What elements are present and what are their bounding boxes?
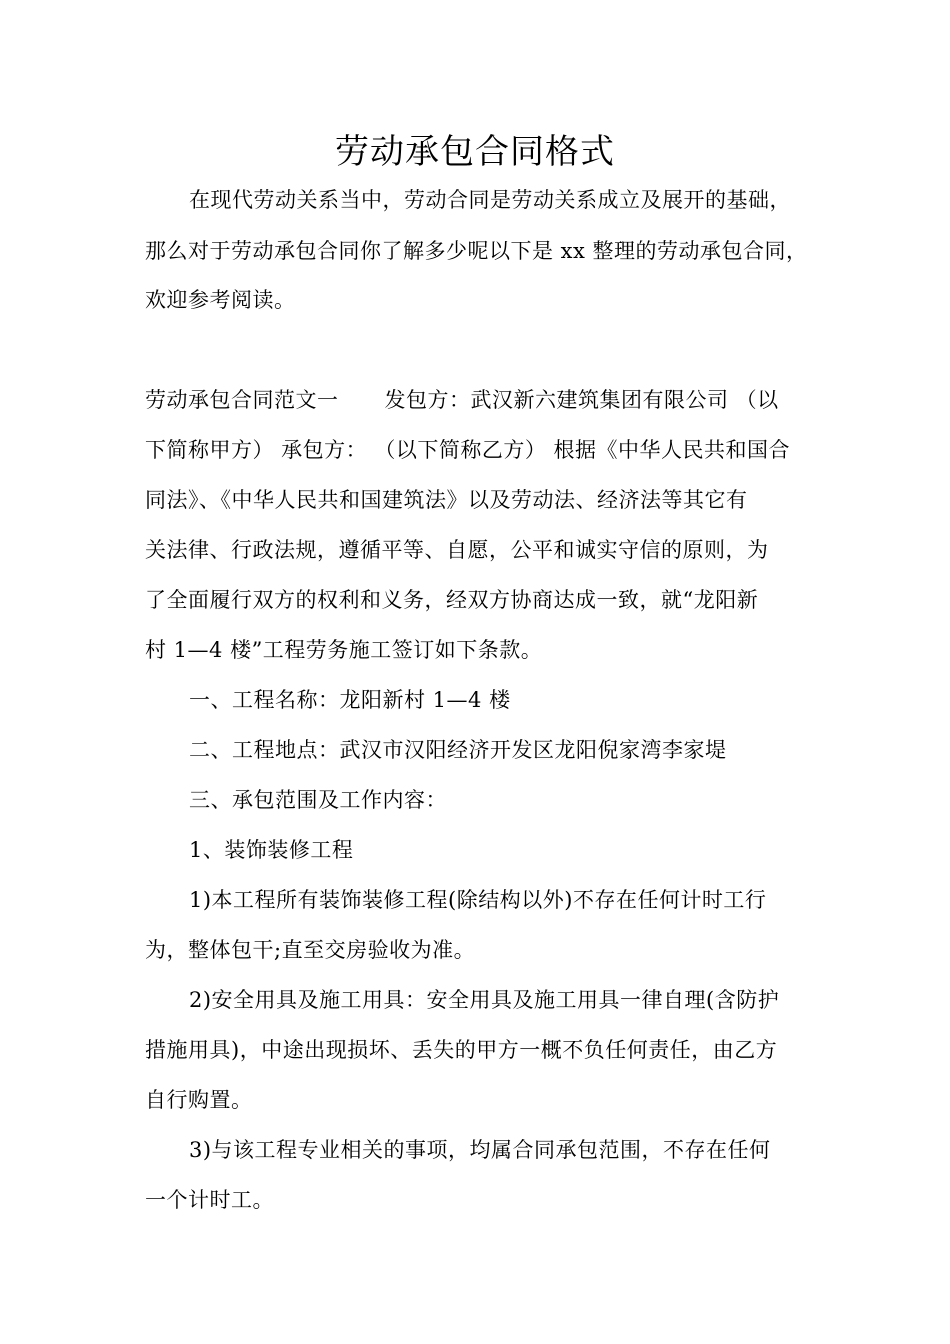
contract-line-3: 同法》、《中华人民共和国建筑法》以及劳动法、经济法等其它有 [145,488,748,512]
document-title: 劳动承包合同格式 [335,132,615,172]
contract-line-4: 关法律、行政法规，遵循平等、自愿，公平和诚实守信的原则，为 [145,538,769,562]
clause3-line-1: 3)与该工程专业相关的事项，均属合同承包范围，不存在任何 [189,1138,771,1162]
clause2-line-3: 自行购置。 [145,1088,253,1112]
clause1-line-2: 为，整体包干;直至交房验收为准。 [145,938,476,962]
contract-first-line [145,385,779,415]
intro-line-3: 欢迎参考阅读。 [145,288,296,312]
contract-heading: 劳动承包合同范文一 [145,388,339,412]
clause2-line-2: 措施用具)，中途出现损坏、丢失的甲方一概不负任何责任，由乙方 [145,1038,778,1062]
item-project-location: 二、工程地点：武汉市汉阳经济开发区龙阳倪家湾李家堤 [189,738,727,762]
intro-line-2: 那么对于劳动承包合同你了解多少呢以下是 xx 整理的劳动承包合同， [145,239,808,263]
item-project-name: 一、工程名称：龙阳新村 1—4 楼 [189,688,511,712]
contract-line-1: 发包方：武汉新六建筑集团有限公司 （以 [384,388,779,412]
item-scope-sub1: 1、装饰装修工程 [189,838,354,862]
clause1-line-1: 1)本工程所有装饰装修工程(除结构以外)不存在任何计时工行 [189,888,767,912]
intro-line-1: 在现代劳动关系当中，劳动合同是劳动关系成立及展开的基础， [189,188,791,212]
contract-line-5: 了全面履行双方的权利和义务，经双方协商达成一致，就“龙阳新 [145,588,759,612]
clause2-line-1: 2)安全用具及施工用具：安全用具及施工用具一律自理(含防护 [189,988,780,1012]
contract-line-2: 下简称甲方） 承包方： （以下简称乙方） 根据《中华人民共和国合 [145,438,791,462]
contract-line-6: 村 1—4 楼”工程劳务施工签订如下条款。 [145,638,543,662]
item-scope-heading: 三、承包范围及工作内容： [189,788,447,812]
clause3-line-2: 一个计时工。 [145,1188,274,1212]
